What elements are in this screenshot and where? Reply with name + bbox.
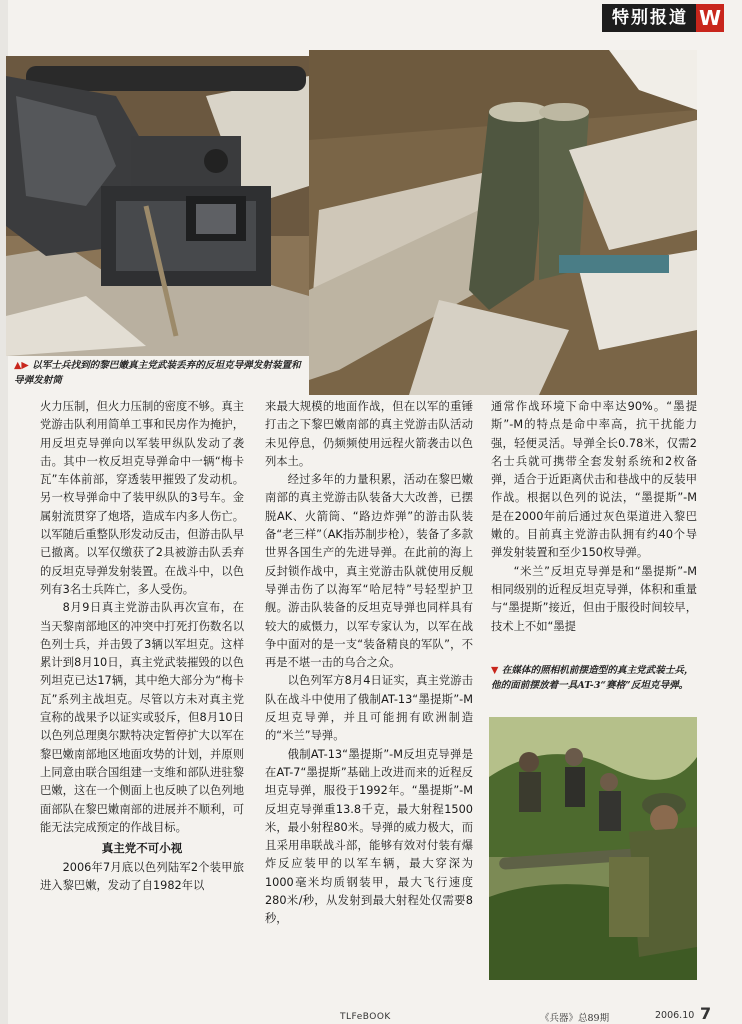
section-heading: 真主党不可小视 <box>101 841 183 856</box>
triangle-marker-icon: ▼ <box>491 665 499 676</box>
paragraph: 来最大规模的地面作战，但在以军的重锤打击之下黎巴嫩南部的真主党游击队活动未见停息，仍频频使用远程火箭袭击以色列本土。 <box>265 400 473 468</box>
article-column-1 <box>40 398 244 896</box>
paragraph: 2006年7月底以色列陆军2个装甲旅进入黎巴嫩，发动了自1982年以 <box>40 861 244 893</box>
paragraph: 经过多年的力量积累，活动在黎巴嫩南部的真主党游击队装备大大改善，已摆脱AK、火箭筒、“路边炸弹”的游击队装备“老三样”（AK指苏制步枪），装备了多款世界各国生产的先进导弹。在此前的海上反封锁作战中，真主党游击队就使用反舰导弹击伤了以海军“哈尼特”号轻型护卫舰。游击队装备的反坦克导弹也同样具有较大的威慑力，以军专家认为，以军在战争中面对的是一支“装备精良的军队”，不再是不堪一击的乌合之众。 <box>265 473 473 670</box>
paragraph: 以色列军方8月4日证实，真主党游击队在战斗中使用了俄制AT-13“墨提斯”-M反坦克导弹，并且可能拥有欧洲制造的“米兰”导弹。 <box>265 674 473 743</box>
paragraph: 8月9日真主党游击队再次宣布，在当天黎南部地区的冲突中打死打伤数名以色列士兵，并击毁了3辆以军坦克。这样累计到8月10日，真主党武装摧毁的以色列坦克已达17辆，其中绝大部分为“梅卡瓦”系列主战坦克。尽管以方未对真主党宣称的战果予以证实或驳斥，但8月10日以色列总理奥尔默特决定暂停扩大以军在黎巴嫩南部地区地面攻势的计划，并原则上同意由联合国组建一支维和部队进驻黎巴嫩，这在一个侧面上也反映了以色列地面部队在黎巴嫩南部的进展并不顺利，可能无法完成预定的作战目标。 <box>40 601 244 834</box>
footer-date: 2006.10 <box>655 1010 695 1021</box>
section-header <box>602 4 724 32</box>
photo-caption-right <box>491 663 697 693</box>
paragraph: 俄制AT-13“墨提斯”-M反坦克导弹是在AT-7“墨提斯”基础上改进而来的近程反坦克导弹，服役于1992年。“墨提斯”-M反坦克导弹重13.8千克，最大射程1500米，最小射程80米。导弹的威力极大，而且采用串联战斗部，能够有效对付装有爆炸反应装甲的以军车辆，最大穿深为1000毫米均质钢装甲，最大飞行速度280米/秒，从发射到最大射程处仅需要8秒， <box>265 747 473 926</box>
footer-credit: TLFeBOOK <box>340 1012 391 1022</box>
footer-magazine-issue: 《兵器》总89期 <box>540 1013 610 1024</box>
photo-caption-top <box>14 358 304 388</box>
fighter-illustration <box>489 717 697 980</box>
article-column-2 <box>265 398 473 929</box>
page-number: 7 <box>700 1004 712 1023</box>
article-column-3 <box>491 398 697 636</box>
photo-missile-tubes <box>309 50 697 395</box>
caption-right-text: 在媒体的照相机前摆造型的真主党武装士兵，他的面前摆放着一具AT-3“赛格”反坦克导弹。 <box>491 665 694 691</box>
paragraph: 火力压制，但火力压制的密度不够。真主党游击队利用简单工事和民房作为掩护，用反坦克导弹向以军装甲纵队发动了袭击。其中一枚反坦克导弹命中一辆“梅卡瓦”车体前部，穿透装甲摧毁了发动机。另一枚导弹命中了装甲纵队的3号车。金属射流贯穿了炮塔，造成车内多人伤亡。以军随后重整队形发动反击，但游击队早已撤离。以军仅缴获了2具被游击队丢弃的反坦克导弹发射装置。在战斗中，以色列有3名士兵阵亡，多人受伤。 <box>40 400 244 596</box>
section-badge: W <box>696 4 724 32</box>
caption-top-text: 以军士兵找到的黎巴嫩真主党武装丢弃的反坦克导弹发射装置和导弹发射筒 <box>14 360 301 386</box>
paragraph: 通常作战环境下命中率达90%。“墨提斯”-M的特点是命中率高，抗干扰能力强，轻便灵活。导弹全长0.78米，仅需2名士兵就可携带全套发射系统和2枚备弹，适合于近距离伏击和巷战中的反装甲作战。根据以色列的说法，“墨提斯”-M是在2000年前后通过灰色渠道进入黎巴嫩的。目前真主党游击队拥有约40个导弹发射装置和至少150枚导弹。 <box>491 400 697 560</box>
section-label: 特别报道 <box>602 4 696 32</box>
launcher-debris-illustration <box>6 56 309 356</box>
missile-tubes-illustration <box>309 50 697 395</box>
photo-fighter-with-missile <box>489 717 697 980</box>
photo-launcher-debris <box>6 56 309 356</box>
paragraph: “米兰”反坦克导弹是和“墨提斯”-M相同级别的近程反坦克导弹，体积和重量与“墨提斯”接近，但由于服役时间较早，技术上不如“墨提 <box>491 564 697 633</box>
triangle-marker-icon: ▲▶ <box>14 360 29 371</box>
